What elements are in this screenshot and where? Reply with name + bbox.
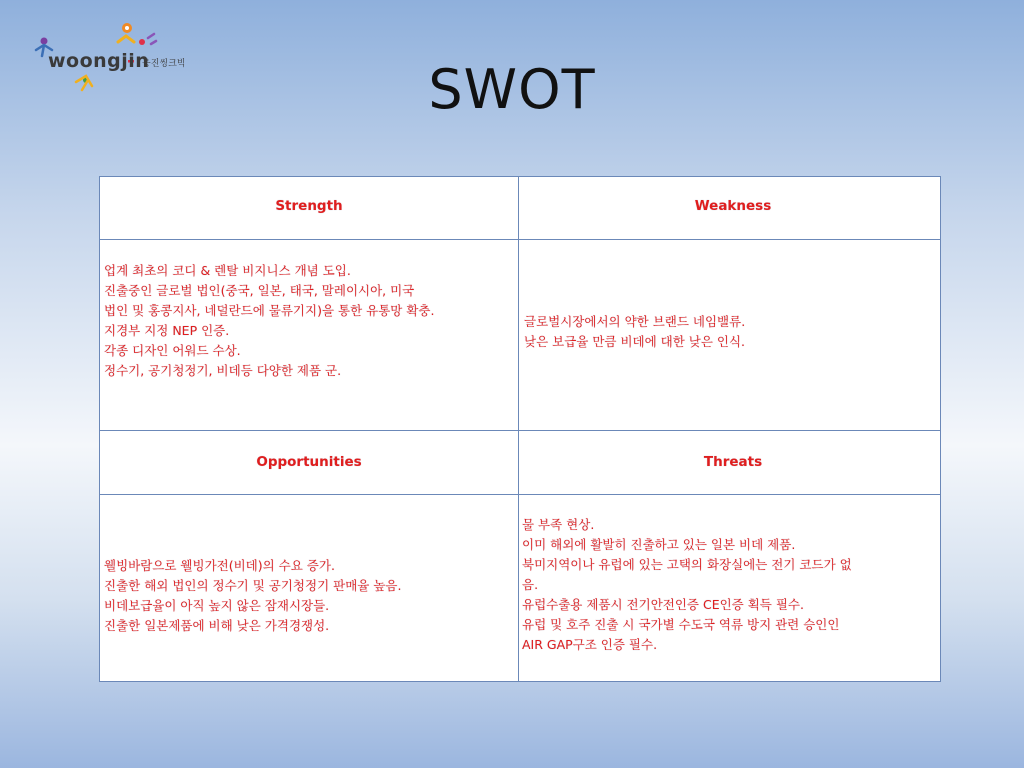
list-item: 진출중인 글로벌 법인(중국, 일본, 태국, 말레이시아, 미국	[104, 283, 415, 298]
list-item: 정수기, 공기청정기, 비데등 다양한 제품 군.	[104, 363, 342, 378]
strength-heading: Strength	[275, 198, 343, 214]
opportunities-heading: Opportunities	[256, 454, 362, 470]
list-item: AIR GAP구조 인증 필수.	[522, 637, 658, 652]
logo-wordmark: woongjin	[48, 50, 150, 72]
list-item: 물 부족 현상.	[522, 517, 595, 532]
logo-korean: 웅진씽크빅	[142, 59, 186, 69]
swot-table	[99, 176, 941, 682]
list-item: 낮은 보급율 만큼 비데에 대한 낮은 인식.	[524, 334, 746, 349]
row-divider	[100, 239, 940, 240]
list-item: 법인 및 홍콩지사, 네덜란드에 물류기지)을 통한 유통망 확충.	[104, 303, 435, 318]
weakness-list	[524, 312, 745, 352]
threats-list	[522, 515, 852, 655]
list-item: 글로벌시장에서의 약한 브랜드 네임밸류.	[524, 314, 746, 329]
page-title: SWOT	[428, 58, 596, 121]
list-item: 유럽수출용 제품시 전기안전인증 CE인증 획득 필수.	[522, 597, 804, 612]
list-item: 이미 해외에 활발히 진출하고 있는 일본 비데 제품.	[522, 537, 796, 552]
list-item: 웰빙바람으로 웰빙가전(비데)의 수요 증가.	[104, 558, 335, 573]
opportunities-list	[104, 556, 401, 636]
list-item: 음.	[522, 577, 539, 592]
list-item: 각종 디자인 어워드 수상.	[104, 343, 241, 358]
weakness-heading: Weakness	[694, 198, 772, 214]
list-item: 지경부 지정 NEP 인증.	[104, 323, 230, 338]
list-item: 북미지역이나 유럽에 있는 고택의 화장실에는 전기 코드가 없	[522, 557, 852, 572]
list-item: 진출한 해외 법인의 정수기 및 공기청정기 판매율 높음.	[104, 578, 402, 593]
list-item: 진출한 일본제품에 비해 낮은 가격경쟁성.	[104, 618, 330, 633]
column-divider	[518, 177, 519, 681]
list-item: 비데보급율이 아직 높지 않은 잠재시장들.	[104, 598, 330, 613]
row-divider	[100, 494, 940, 495]
list-item: 유럽 및 호주 진출 시 국가별 수도국 역류 방지 관련 승인인	[522, 617, 840, 632]
strength-list	[104, 261, 434, 381]
list-item: 업계 최초의 코디 & 렌탈 비지니스 개념 도입.	[104, 263, 351, 278]
row-divider	[100, 430, 940, 431]
threats-heading: Threats	[703, 454, 763, 470]
